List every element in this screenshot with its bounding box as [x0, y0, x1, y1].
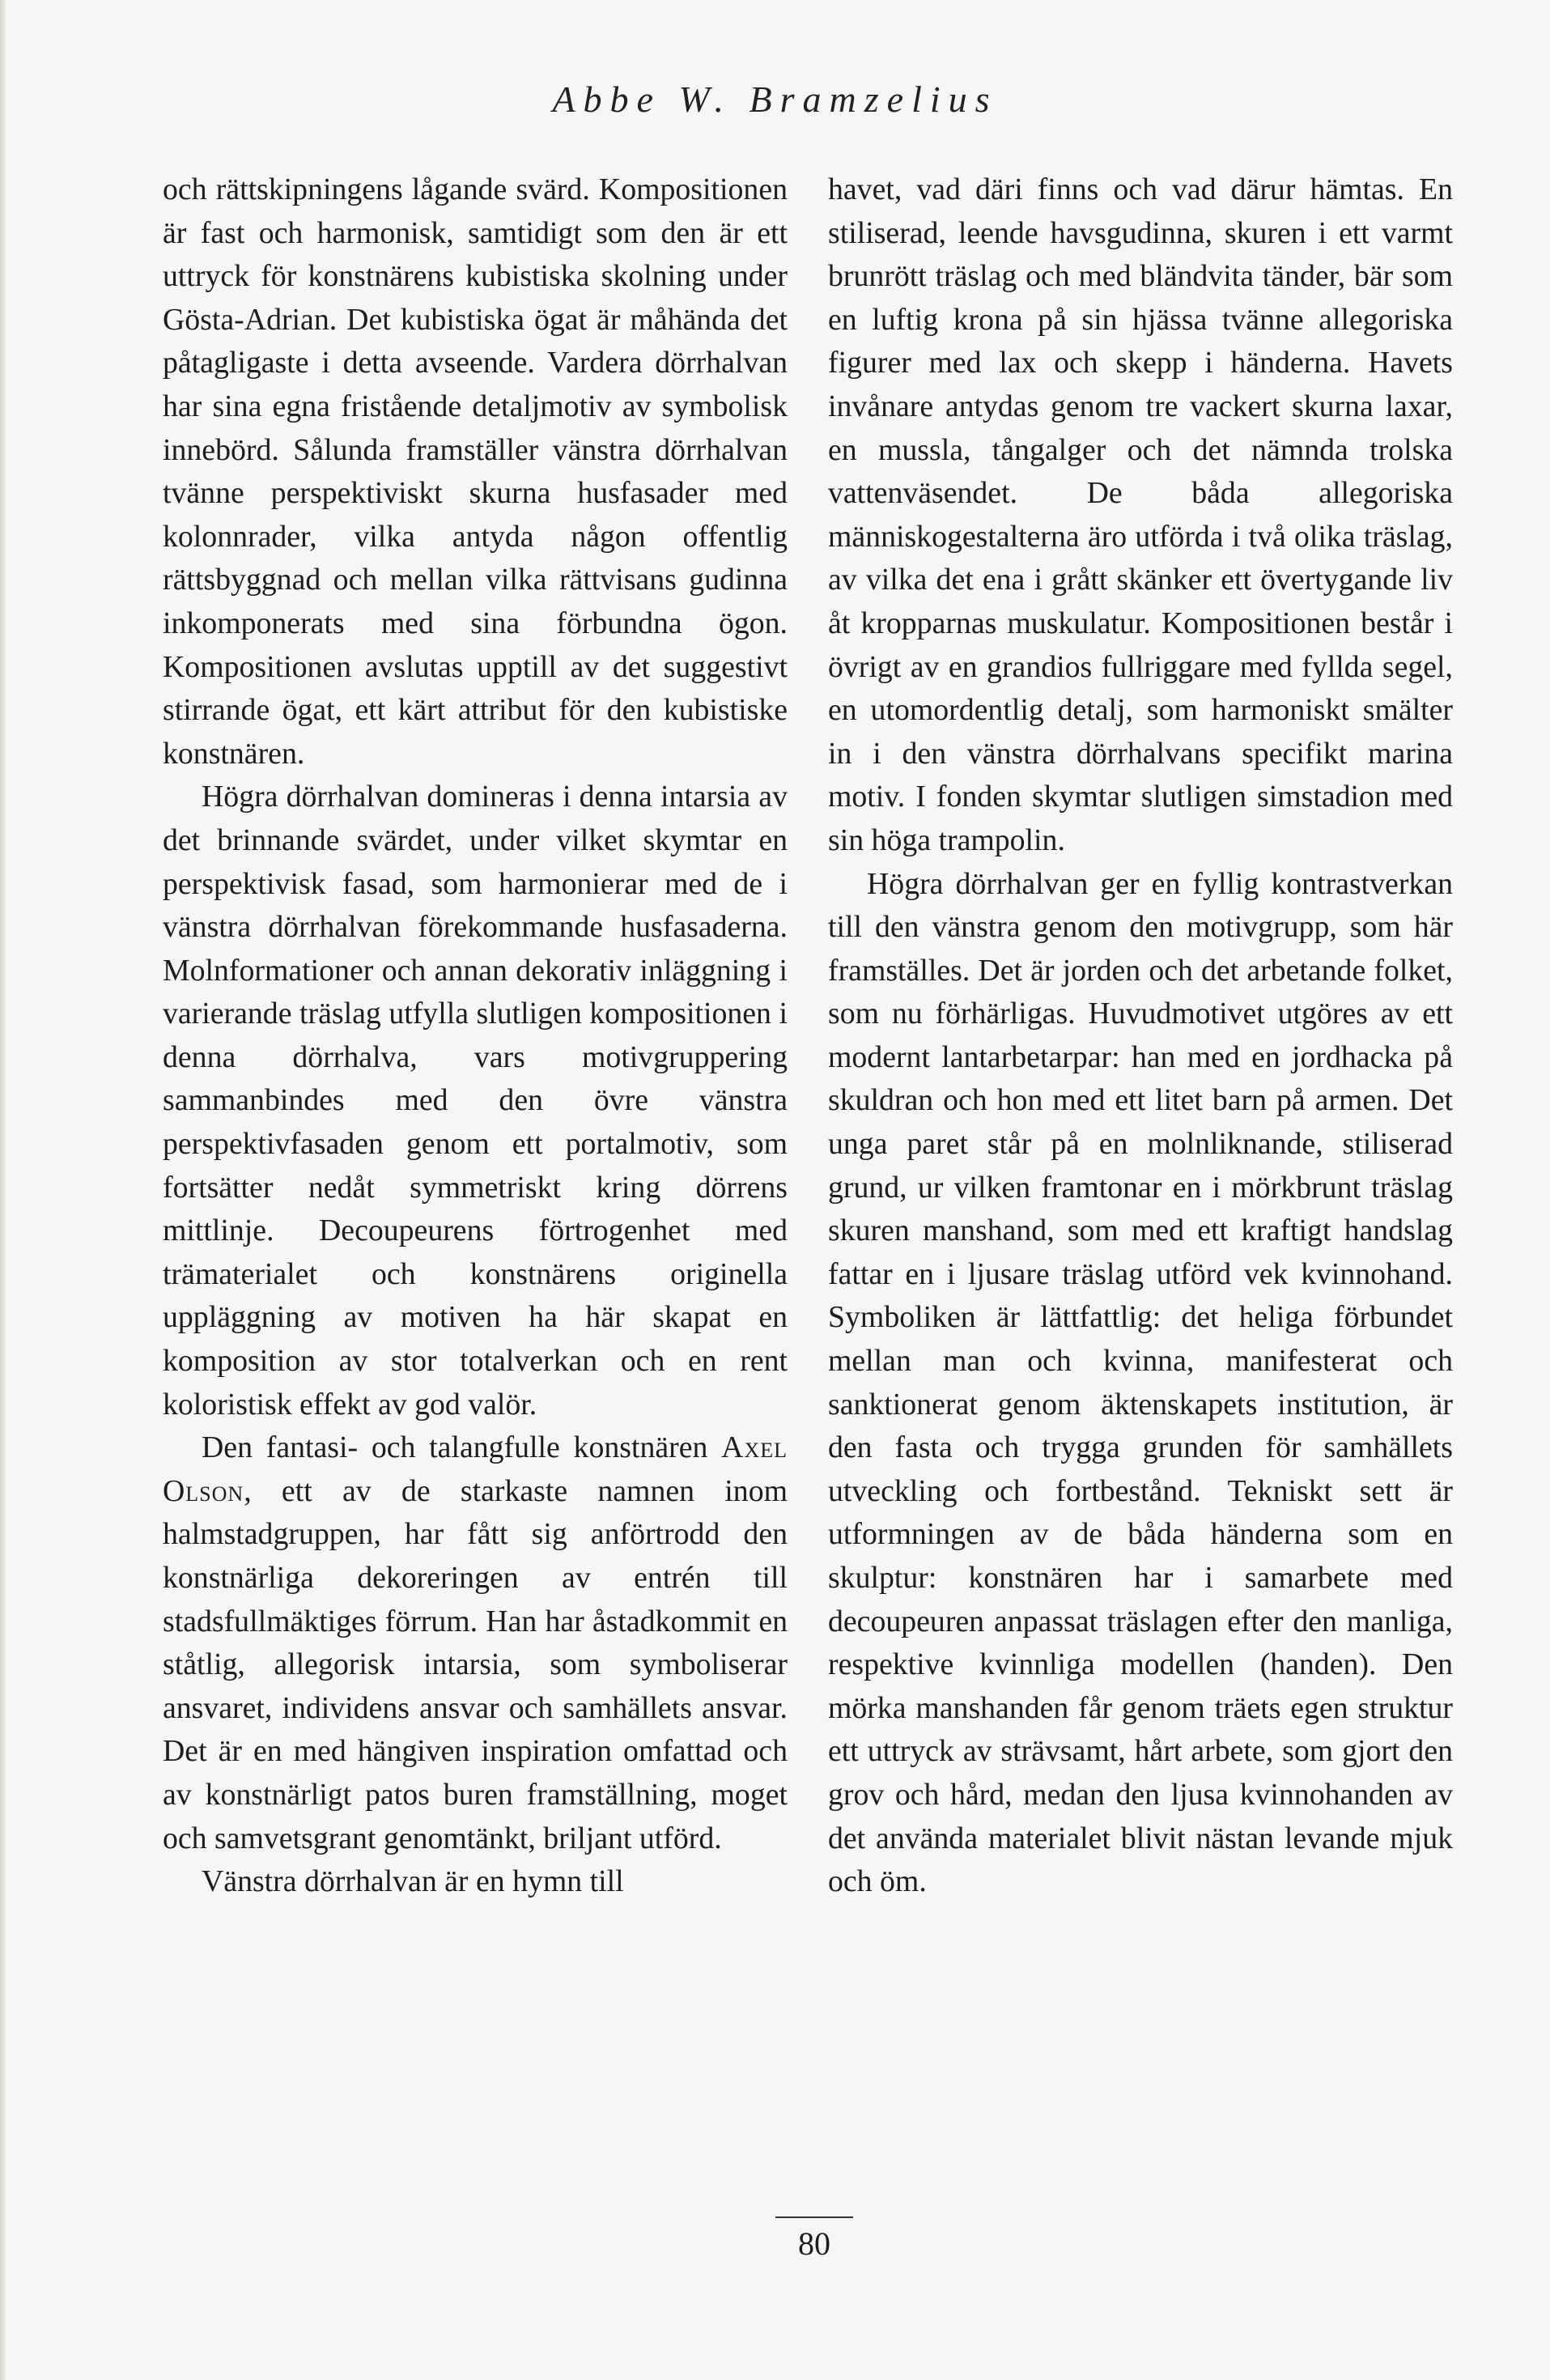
left-column	[163, 168, 788, 1904]
page-number: 80	[798, 2225, 830, 2262]
left-paragraph-3-start: Den fantasi- och talangfulle konstnären	[202, 1430, 708, 1465]
left-paragraph-1: och rättskipningens lågande svärd. Kompositionen är fast och harmonisk, samtidigt som den är ett uttryck för konstnärens kubistiska skolning under Gösta-Adrian. Det kubistiska ögat är måhända det påtagligaste i detta avseende. Vardera dörrhalvan har sina egna fristående detaljmotiv av symbolisk innebörd. Sålunda framställer vänstra dörrhalvan tvänne perspektiviskt skurna husfasader med kolonnrader, vilka antyda någon offentlig rättsbyggnad och mellan vilka rättvisans gudinna inkomponerats med sina förbundna ögon. Kompositionen avslutas upptill av det suggestivt stirrande ögat, ett kärt attribut för den kubistiske konstnären.	[163, 172, 788, 771]
left-paragraph-4: Vänstra dörrhalvan är en hymn till	[202, 1864, 624, 1899]
right-column	[828, 168, 1453, 1904]
left-paragraph-3	[163, 1426, 788, 1860]
left-paragraph-3-rest: , ett av de starkaste namnen inom halmstadgruppen, har fått sig anförtrodd den konstnärliga dekoreringen av entrén till stadsfullmäktiges förrum. Han har åstadkommit en ståtlig, allegorisk intarsia, som symboliserar ansvaret, individens ansvar och samhällets ansvar. Det är en med hängiven inspiration omfattad och av konstnärligt patos buren framställning, moget och samvetsgrant genomtänkt, briljant utförd.	[163, 1473, 788, 1855]
right-paragraph-2: Högra dörrhalvan ger en fyllig kontrastverkan till den vänstra genom den motivgrupp, som här framställes. Det är jorden och det arbetande folket, som nu förhärligas. Huvudmotivet utgöres av ett modernt lantarbetarpar: han med en jordhacka på skuldran och hon med ett litet barn på armen. Det unga paret står på en molnliknande, stiliserad grund, ur vilken framtonar en i mörkbrunt träslag skuren manshand, som med ett kraftigt handslag fattar en i ljusare träslag utförd vek kvinnohand. Symboliken är lättfattlig: det heliga förbundet mellan man och kvinna, manifesterat och sanktionerat genom äktenskapets institution, är den fasta och trygga grunden för samhällets utveckling och fortbestånd. Tekniskt sett är utformningen av de båda händerna som en skulptur: konstnären har i samarbete med decoupeuren anpassat träslagen efter den manliga, respektive kvinnliga modellen (handen). Den mörka manshanden får genom träets egen struktur ett uttryck av strävsamt, hårt arbete, som gjort den grov och hård, medan den ljusa kvinnohanden av det använda materialet blivit nästan levande mjuk och öm.	[828, 866, 1453, 1899]
page-edge-shadow	[0, 0, 6, 2380]
page-number-rule	[775, 2216, 853, 2218]
left-paragraph-2: Högra dörrhalvan domineras i denna intarsia av det brinnande svärdet, under vilket skymtar en perspektivisk fasad, som harmonierar med de i vänstra dörrhalvan förekommande husfasaderna. Molnformationer och annan dekorativ inläggning i varierande träslag utfyllа slutligen kompositionen i denna dörrhalva, vars motivgruppering sammanbindes med den övre vänstra perspektivfasaden genom ett portalmotiv, som fortsätter nedåt symmetriskt kring dörrens mittlinje. Decoupeurens förtrogenhet med trämaterialet och konstnärens originella uppläggning av motiven ha här skapat en komposition av stor totalverkan och en rent koloristisk effekt av god valör.	[163, 780, 788, 1422]
running-head: Abbe W. Bramzelius	[552, 79, 998, 120]
artist-name: Axel Olson	[163, 1430, 788, 1508]
right-paragraph-1: havet, vad däri finns och vad därur hämtas. En stiliserad, leende havsgudinna, skuren i ett varmt brunrött träslag och med bländvita tänder, bär som en luftig krona på sin hjässa tvänne allegoriska figurer med lax och skepp i händerna. Havets invånare antydas genom tre vackert skurna laxar, en mussla, tångalger och det nämnda trolska vattenväsendet. De båda allegoriska människogestalterna äro utförda i två olika träslag, av vilka det ena i grått skänker ett övertygande liv åt kropparnas muskulatur. Kompositionen består i övrigt av en grandios fullriggare med fyllda segel, en utomordentlig detalj, som harmoniskt smälter in i den vänstra dörrhalvans specifikt marina motiv. I fonden skymtar slutligen simstadion med sin höga trampolin.	[828, 172, 1453, 857]
